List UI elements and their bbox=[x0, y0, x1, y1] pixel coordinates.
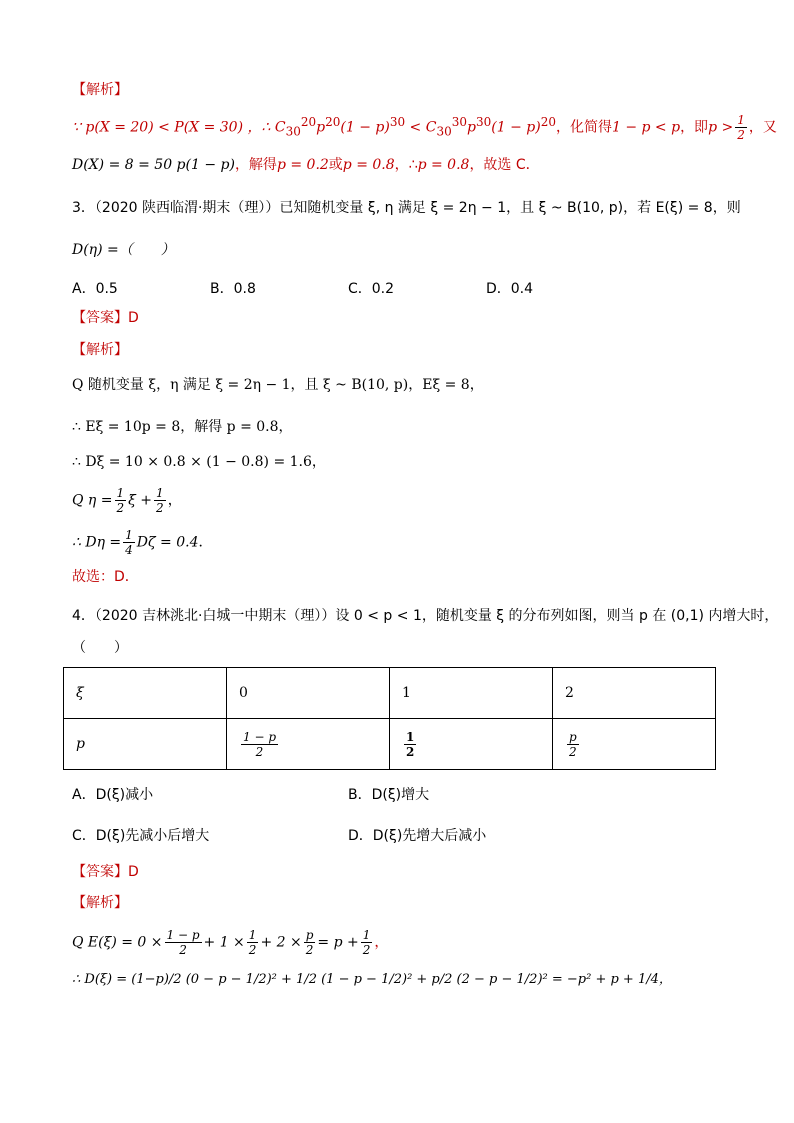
q4-option-c: C．D(ξ)先减小后增大 bbox=[72, 828, 210, 844]
q2-solve: ，解得 bbox=[234, 157, 277, 173]
q4-stem-line2: （ ） bbox=[72, 640, 128, 656]
q3-answer-value: D bbox=[128, 310, 139, 326]
q2-val2: p = 0.8 bbox=[342, 157, 395, 173]
answer-label: 【答案】 bbox=[72, 864, 128, 880]
q3-option-c: C．0.2 bbox=[348, 281, 395, 297]
q3-d-eta: ∴ Dη = bbox=[72, 534, 122, 551]
q2-p2: (1 − p) bbox=[340, 119, 390, 136]
q4-frac1: $\frac{1 - p}{2}$ bbox=[166, 928, 200, 957]
q2-val1: p = 0.2 bbox=[276, 157, 329, 173]
q4-option-d: D．D(ξ)先增大后减小 bbox=[348, 828, 487, 844]
q3-stem-line1: 3．（2020 陕西临渭·期末（理））已知随机变量 ξ, η 满足 ξ = 2η − 1，且 ξ ~ B(10, p)，若 E(ξ) = 8，则 bbox=[72, 200, 741, 216]
table-cell: 1 bbox=[390, 668, 553, 719]
q2-half: $\frac{1}{2}$ bbox=[737, 113, 745, 143]
q3-eta-eq: Q η = bbox=[72, 492, 113, 509]
q2-var-eq: D(X) = 8 = 50 p(1 − p) bbox=[72, 157, 235, 173]
analysis-label: 【解析】 bbox=[72, 82, 128, 98]
q3-stem-line2: D(η) =（ ） bbox=[72, 242, 175, 258]
q4-plus1: + 1 × bbox=[203, 934, 245, 951]
q3-analysis-line1: Q 随机变量 ξ，η 满足 ξ = 2η − 1，且 ξ ~ B(10, p)，Eξ = 8， bbox=[72, 377, 484, 393]
table-cell: $\frac{1 - p}{2}$ bbox=[227, 719, 390, 770]
table-row bbox=[64, 719, 716, 770]
q4-analysis-label: 【解析】 bbox=[72, 895, 128, 911]
table-cell: 0 bbox=[227, 668, 390, 719]
table-row bbox=[64, 668, 716, 719]
q4-answer-value: D bbox=[128, 864, 139, 880]
q3-analysis-line3: ∴ Dξ = 10 × 0.8 × (1 − 0.8) = 1.6， bbox=[72, 454, 326, 470]
q2-choose: ，故选 C． bbox=[469, 157, 540, 173]
q3-conclusion: 故选：D． bbox=[72, 569, 139, 585]
q4-option-a: A．D(ξ)减小 bbox=[72, 787, 154, 803]
q2-therefore: ，∴ bbox=[394, 157, 418, 173]
table-cell: p bbox=[64, 719, 227, 770]
q3-option-a: A．0.5 bbox=[72, 281, 118, 297]
q2-p1: p bbox=[316, 119, 326, 136]
q4-frac4: $\frac{1}{2}$ bbox=[362, 928, 371, 957]
q2-p3: (1 − p) bbox=[491, 119, 541, 136]
q4-stem-line1: 4．（2020 吉林洮北·白城一中期末（理））设 0 < p < 1，随机变量 ξ 的分布列如图，则当 p 在 (0,1) 内增大时， bbox=[72, 608, 779, 624]
q3-xi-plus: ξ + bbox=[128, 492, 153, 509]
q3-analysis-line2: ∴ Eξ = 10p = 8，解得 p = 0.8， bbox=[72, 419, 293, 435]
table-cell: $\frac{p}{2}$ bbox=[553, 719, 716, 770]
answer-label: 【答案】 bbox=[72, 310, 128, 326]
q4-expect: Q E(ξ) = 0 × bbox=[72, 934, 163, 951]
q3-option-b: B．0.8 bbox=[210, 281, 256, 297]
q4-plus2: + 2 × bbox=[260, 934, 302, 951]
q4-comma: ， bbox=[374, 934, 389, 951]
q4-eq: = p + bbox=[317, 934, 359, 951]
q2-simplify: ，化简得 bbox=[555, 119, 612, 136]
q3-half-b: $\frac{1}{2}$ bbox=[156, 486, 164, 515]
q3-quarter: $\frac{1}{4}$ bbox=[125, 528, 133, 557]
q2-lt: < C bbox=[405, 119, 437, 136]
table-cell: 2 bbox=[553, 668, 716, 719]
q3-half-a: $\frac{1}{2}$ bbox=[116, 486, 125, 515]
q4-frac2: $\frac{1}{2}$ bbox=[248, 928, 257, 957]
q3-d-result: Dζ = 0.4 bbox=[136, 534, 199, 551]
q3-period: ． bbox=[198, 534, 213, 551]
q2-ineq: 1 − p < p bbox=[611, 119, 681, 136]
q4-frac3: $\frac{p}{2}$ bbox=[305, 928, 314, 957]
distribution-table bbox=[63, 667, 716, 770]
table-cell: ξ bbox=[64, 668, 227, 719]
q4-analysis-line2: ∴ D(ξ) = (1−p)/2 (0 − p − 1/2)² + 1/2 (1 − p − 1/2)² + p/2 (2 − p − 1/2)² = −p² + p + 1/4， bbox=[72, 972, 672, 987]
q4-analysis-line1 bbox=[72, 928, 388, 957]
table-cell: $\frac{1}{2}$ bbox=[390, 719, 553, 770]
q4-option-b: B．D(ξ)增大 bbox=[348, 787, 430, 803]
q2-ji: ，即 bbox=[680, 119, 709, 136]
q3-analysis-line5 bbox=[72, 528, 213, 557]
q2-pgt: p > bbox=[708, 119, 734, 136]
q3-comma: ， bbox=[167, 492, 182, 509]
q3-option-d: D．0.4 bbox=[486, 281, 534, 297]
q3-analysis-line4 bbox=[72, 486, 182, 515]
q2-analysis-line1: ∵ p(X = 20) < P(X = 30) ，∴ $C_{30}^{20}p^{20}(1 - p)^{30} < C_{30}^{30}p^{30}(1 - p)^{20}$，化简得1 − p < p，即p > $\frac{1}{2}$ ，又 bbox=[72, 113, 777, 143]
q2-cond: ∵ p(X = 20) < P(X = 30) ，∴ C bbox=[72, 119, 286, 136]
q4-answer bbox=[72, 862, 139, 882]
q3-analysis-label: 【解析】 bbox=[72, 342, 128, 358]
q2-val3: p = 0.8 bbox=[417, 157, 470, 173]
q3-answer bbox=[72, 308, 139, 328]
q2-analysis-line2 bbox=[72, 155, 540, 175]
q2-or: 或 bbox=[328, 157, 343, 173]
q2-you: ，又 bbox=[748, 119, 777, 136]
